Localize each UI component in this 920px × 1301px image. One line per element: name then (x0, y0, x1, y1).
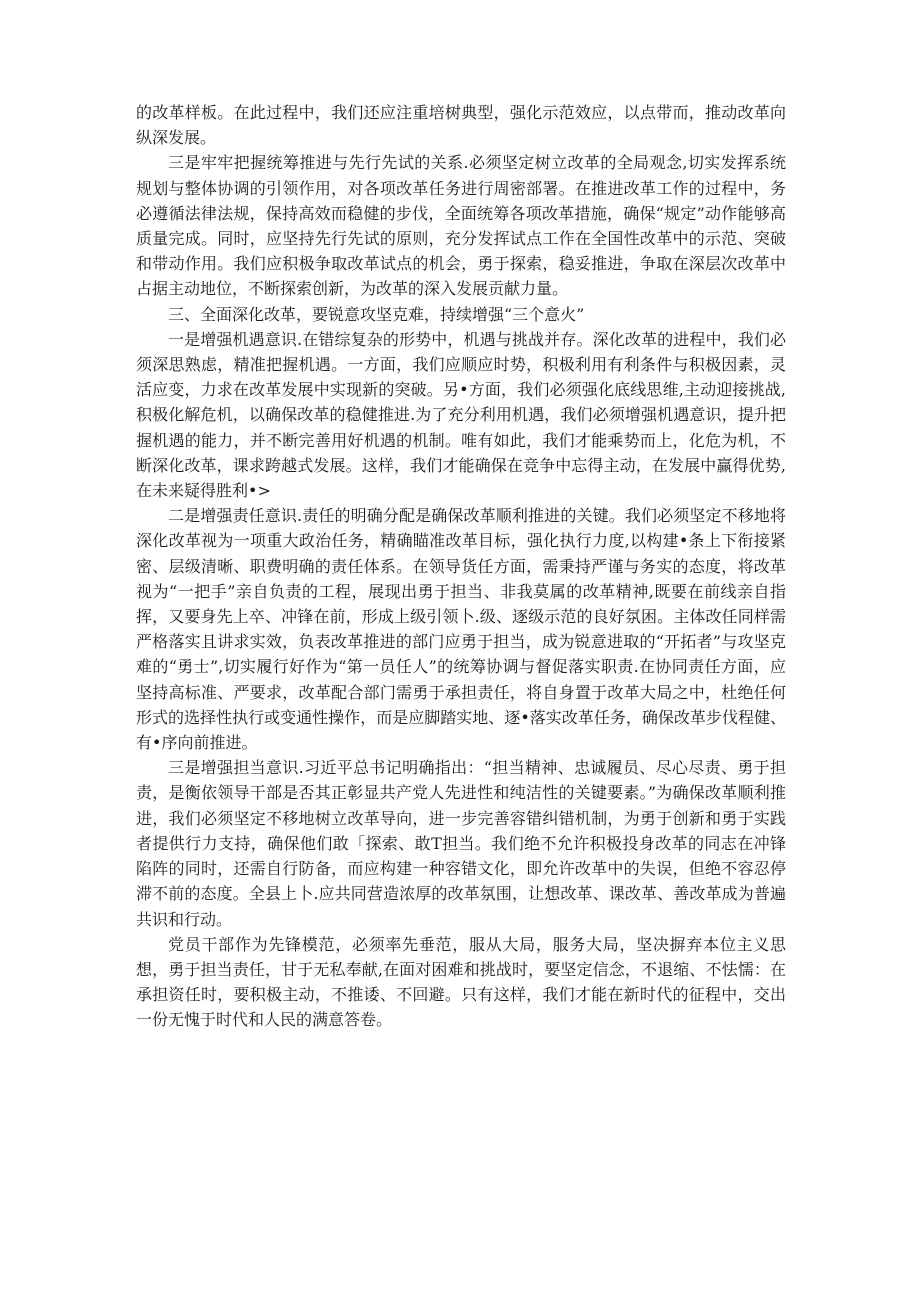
paragraph-continuation: 的改革样板。在此过程中，我们还应注重培树典型，强化示范效应，以点带而，推动改革向纵深发展。 (136, 103, 786, 148)
paragraph-opportunity-awareness: 一是增强机遇意识.在错综复杂的形势中，机遇与挑战并存。深化改革的进程中，我们必须深思熟虑，精准把握机遇。一方面，我们应顺应时势，积极利用有利条件与积极因素，灵活应变，力求在改革发展中实现新的突破。另•方面，我们必须强化底线思维,主动迎接挑战,积极化解危机，以确保改革的稳健推进.为了充分利用机遇，我们必须增强机遇意识，提升把握机遇的能力，并不断完善用好机遇的机制。唯有如此，我们才能乘势而上，化危为机，不断深化改革，课求跨越式发展。这样，我们才能确保在竞争中忘得主动，在发展中赢得优势,在未来疑得胜利•> (136, 329, 786, 501)
section-heading-three: 三、全面深化改革，要锐意攻坚克难，持续增强“三个意火” (168, 304, 585, 324)
document-body (136, 100, 786, 1033)
paragraph-party-members: 党员干部作为先锋模范，必须率先垂范，服从大局，服务大局，坚决摒弃本位主义思想，勇于担当责任，甘于无私奉献,在面对困难和挑战时，要坚定信念，不退缩、不怯懦：在承担资任时，要积极主动，不推诿、不回避。只有这样，我们才能在新时代的征程中，交出一份无愧于时代和人民的满意答卷。 (136, 934, 786, 1030)
paragraph-overall-planning: 三是牢牢把握统筹推进与先行先试的关系.必须坚定树立改革的全局观念,切实发挥系统规划与整体协调的引领作用，对各项改革任务进行周密部署。在推进改革工作的过程中，务必遵循法律法规，保持高效而稳健的步伐，全面统筹各项改革措施，确保“规定”动作能够高质量完成。同时，应坚持先行先试的原则，充分发挥试点工作在全国性改革中的示范、突破和带动作用。我们应积极争取改革试点的机会，勇于探索，稳妥推进，争取在深层次改革中占据主动地位，不断探索创新，为改革的深入发展贡献力量。 (136, 153, 786, 299)
paragraph-responsibility-awareness: 二是增强责任意识.责任的明确分配是确保改革顺利推进的关键。我们必须坚定不移地将深化改革视为一项重大政治任务，精确瞄准改革目标，强化执行力度,以构建•条上下衔接紧密、层级清晰、职费明确的责任体系。在领导货任方面，需秉持严谨与务实的态度，将改革视为“一把手”亲自负责的工程，展现出勇于担当、非我莫属的改革精神,既要在前线亲自指挥，又要身先上卒、冲锋在前，形成上级引领卜.级、逐级示范的良好氛困。主体改任同样需严格落实且讲求实效，负表改革推进的部门应勇于担当，成为锐意进取的“开拓者”与攻坚克难的“勇士”,切实履行好作为“第一员任人”的统筹协调与督促落实职责.在协同责任方面，应坚持高标准、严要求，改革配合部门需勇于承担责任，将自身置于改革大局之中，杜绝任何形式的选择性执行或变通性操作，而是应脚踏实地、逐•落实改革任务，确保改革步伐程健、有•序向前推进。 (136, 506, 786, 753)
paragraph-commitment-awareness: 三是增强担当意识.习近平总书记明确指出：“担当精神、忠诚履员、尽心尽责、勇于担责，是衡依领导干部是否其正彰显共产党人先进性和纯洁性的关键要素。”为确保改革顺利推进，我们必须坚定不移地树立改革导向，进一步完善容错纠错机制，为勇于创新和勇于实践者提供行力支持，确保他们敢「探索、敢T担当。我们绝不允许积极投身改革的同志在冲锋陷阵的同时，还需自行防备，而应构建一种容错文化，即允许改革中的失误，但绝不容忍停滞不前的态度。全县上卜.应共同营造浓厚的改革氛围，让想改革、课改革、善改革成为普遍共识和行动。 (136, 758, 786, 929)
